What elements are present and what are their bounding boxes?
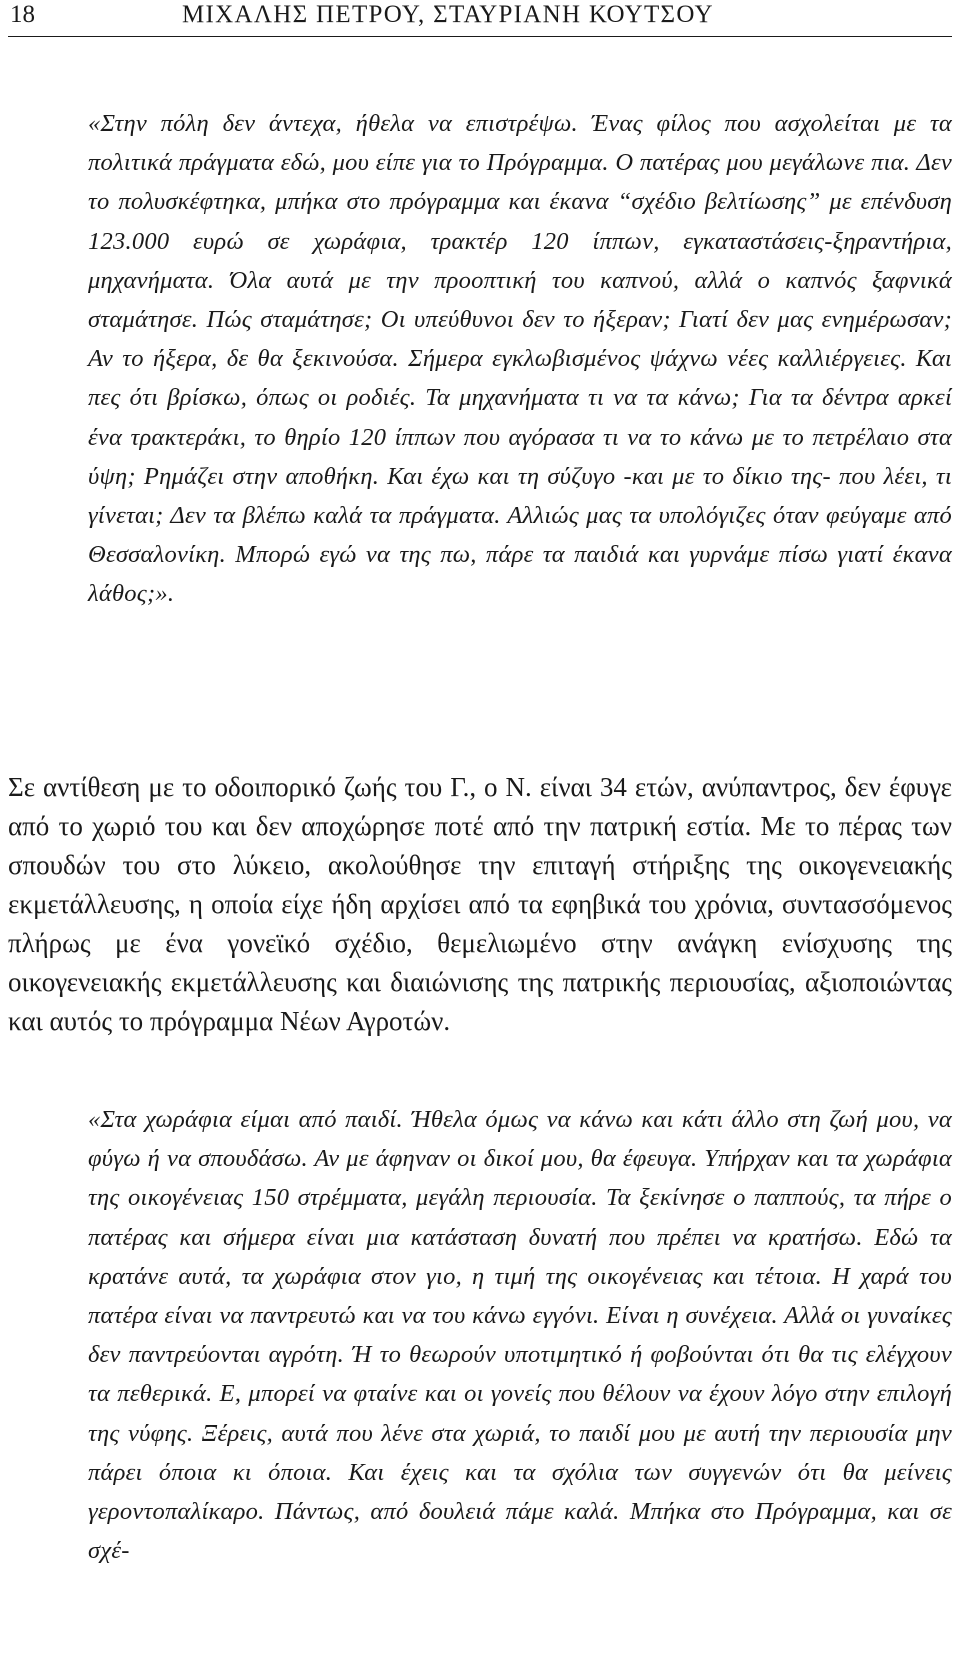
interview-quote-2: «Στα χωράφια είμαι από παιδί. Ήθελα όμως να κάνω και κάτι άλλο στη ζωή μου, να φύγω ή να σπουδάσω. Αν με άφηναν οι δικοί μου, θα έφευγα. Υπήρχαν και τα χωράφια της οικογένειας 150 στρέμματα, μεγάλη περιουσία. Τα ξεκίνησε ο παππούς, τα πήρε ο πατέρας και σήμερα είναι μια κατάσταση δυνατή που πρέπει να κρατήσω. Εδώ τα κρατάνε αυτά, τα χωράφια στον γιο, η τιμή της οικογένειας και τέτοια. Η χαρά του πατέρα είναι να παντρευτώ και να του κάνω εγγόνι. Είναι η συνέχεια. Αλλά οι γυναίκες δεν παντρεύονται αγρότη. Ή το θεωρούν υποτιμητικό ή φοβούνται ότι θα τις ελέγχουν τα πεθερικά. Ε, μπορεί να φταίνε και οι γονείς που θέλουν να έχουν λόγο στην επιλογή της νύφης. Ξέρεις, αυτά που λένε στα χωριά, το παιδί μου με αυτή την περιουσία μην πάρει όποια κι όποια. Και έχεις και τα σχόλια των συγγενών ότι θα μείνεις γεροντοπαλίκαρο. Πάντως, από δουλειά πάμε καλά. Μπήκα στο Πρόγραμμα, και σε σχέ- xyxy=(88,1106,952,1565)
header-rule xyxy=(8,36,952,37)
interview-quote-1: «Στην πόλη δεν άντεχα, ήθελα να επιστρέψω. Ένας φίλος που ασχολείται με τα πολιτικά πράγματα εδώ, μου είπε για το Πρόγραμμα. Ο πατέρας μου μεγάλωνε πια. Δεν το πολυσκέφτηκα, μπήκα στο πρόγραμμα και έκανα “σχέδιο βελτίωσης” με επένδυση 123.000 ευρώ σε χωράφια, τρακτέρ 120 ίππων, εγκαταστάσεις-ξηραντήρια, μηχανήματα. Όλα αυτά με την προοπτική του καπνού, αλλά ο καπνός ξαφνικά σταμάτησε. Πώς σταμάτησε; Οι υπεύθυνοι δεν το ήξεραν; Γιατί δεν μας ενημέρωσαν; Αν το ήξερα, δε θα ξεκινούσα. Σήμερα εγκλωβισμένος ψάχνω νέες καλλιέργειες. Και πες ότι βρίσκω, όπως οι ροδιές. Τα μηχανήματα τι να τα κάνω; Για τα δέντρα αρκεί ένα τρακτεράκι, το θηρίο 120 ίππων που αγόρασα τι να το κάνω με το πετρέλαιο στα ύψη; Ρημάζει στην αποθήκη. Και έχω και τη σύζυγο -και με το δίκιο της- που λέει, τι γίνεται; Δεν τα βλέπω καλά τα πράγματα. Αλλιώς μας τα υπολόγιζες όταν φεύγαμε από Θεσσαλονίκη. Μπορώ εγώ να της πω, πάρε τα παιδιά και γυρνάμε πίσω γιατί έκανα λάθος;». xyxy=(88,110,952,608)
page-number: 18 xyxy=(10,1,35,28)
page-header xyxy=(8,0,952,36)
running-title: ΜΙΧΑΛΗΣ ΠΕΤΡΟΥ, ΣΤΑΥΡΙΑΝΗ ΚΟΥΤΣΟΥ xyxy=(182,1,714,28)
body-paragraph: Σε αντίθεση με το οδοιπορικό ζωής του Γ., ο Ν. είναι 34 ετών, ανύπαντρος, δεν έφυγε από το χωριό του και δεν αποχώρησε ποτέ από την πατρική εστία. Με το πέρας των σπουδών του στο λύκειο, ακολούθησε την επιταγή στήριξης της οικογενειακής εκμετάλλευσης, η οποία είχε ήδη αρχίσει από τα εφηβικά του χρόνια, συντασσόμενος πλήρως με ένα γονεϊκό σχέδιο, θεμελιωμένο στην ανάγκη ενίσχυσης της οικογενειακής εκμετάλλευσης και διαιώνισης της πατρικής περιουσίας, αξιοποιώντας και αυτός το πρόγραμμα Νέων Αγροτών. xyxy=(8,772,952,1036)
